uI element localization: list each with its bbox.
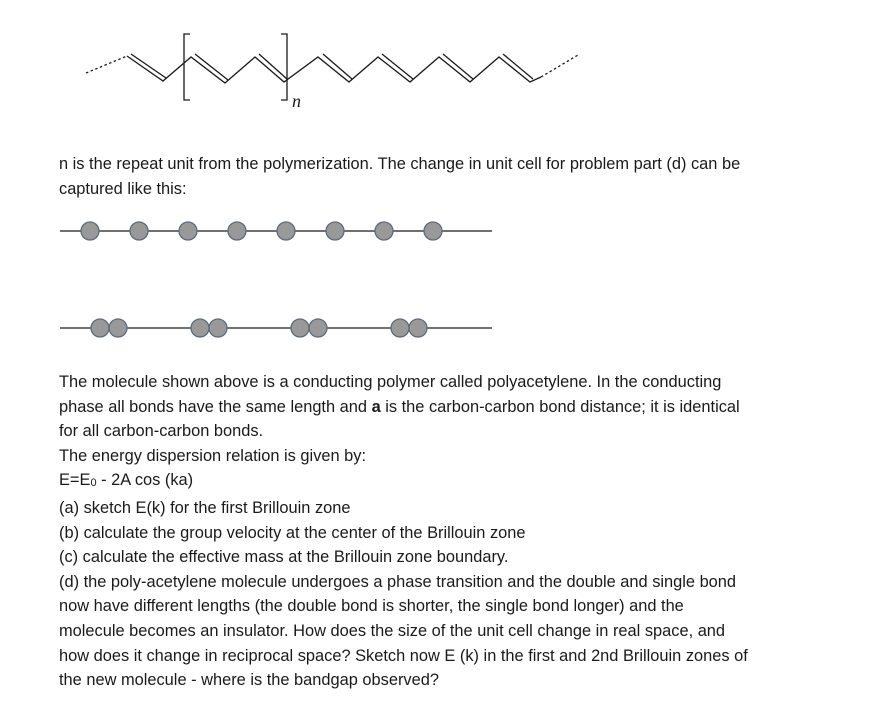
double-bond-5 [382,54,413,79]
double-bond-7 [503,54,533,79]
dashed-end-left [86,56,127,73]
dimerized-chain [60,319,492,337]
part-c: (c) calculate the effective mass at the Brillouin zone boundary. [59,548,509,567]
part-d-continued: how does it change in reciprocal space? Sketch now E (k) in the first and 2nd Brillouin zones of [59,646,748,665]
text-line [59,395,849,420]
part-d-continued: now have different lengths (the double bond is shorter, the single bond longer) and the [59,597,684,616]
double-bond-4 [323,54,352,79]
dashed-end-right [541,55,578,77]
double-bond-3 [259,54,287,79]
atom [409,319,427,337]
text-segment: is the carbon-carbon bond distance; it is identical [380,397,740,416]
part-d: (d) the poly-acetylene molecule undergoes a phase transition and the double and single bond [59,572,737,591]
atom [209,319,227,337]
double-bond-6 [443,54,473,79]
equation-part: E=E [59,471,91,490]
atom [91,319,109,337]
atom [228,222,246,240]
equation-subscript: 0 [90,477,97,490]
equal-spacing-chain [60,222,492,240]
atom [391,319,409,337]
repeat-bracket-left [184,34,190,100]
atom [109,319,127,337]
atom [291,319,309,337]
double-bond-1 [131,54,166,78]
repeat-unit-label: n [292,91,301,111]
atom [277,222,295,240]
part-d-continued: the new molecule - where is the bandgap observed? [59,671,439,690]
text-segment: phase all bonds have the same length and [59,397,372,416]
repeat-bracket-right [281,34,287,100]
text-line: captured like this: [59,179,187,198]
text-line: The energy dispersion relation is given by: [59,446,367,465]
bond-distance-symbol: a [371,397,381,416]
part-d-continued: molecule becomes an insulator. How does the size of the unit cell change in real space, and [59,621,726,640]
dispersion-equation [59,468,849,496]
text-line: n is the repeat unit from the polymerization. The change in unit cell for problem part (d) can be [59,155,741,173]
equation-part: - 2A cos (ka) [96,471,194,490]
atom [375,222,393,240]
intro-paragraph [59,152,849,201]
atom [424,222,442,240]
atom [191,319,209,337]
atom [309,319,327,337]
atom [81,222,99,240]
polyacetylene-structure [86,34,578,100]
atom [130,222,148,240]
atom [179,222,197,240]
part-b: (b) calculate the group velocity at the center of the Brillouin zone [59,523,526,542]
part-a: (a) sketch E(k) for the first Brillouin zone [59,498,351,517]
double-bond-2 [195,54,228,80]
text-line: for all carbon-carbon bonds. [59,422,264,441]
zigzag-backbone [127,56,541,83]
problem-statement [59,370,849,693]
atom [326,222,344,240]
text-line: The molecule shown above is a conducting polymer called polyacetylene. In the conducting [59,373,722,391]
